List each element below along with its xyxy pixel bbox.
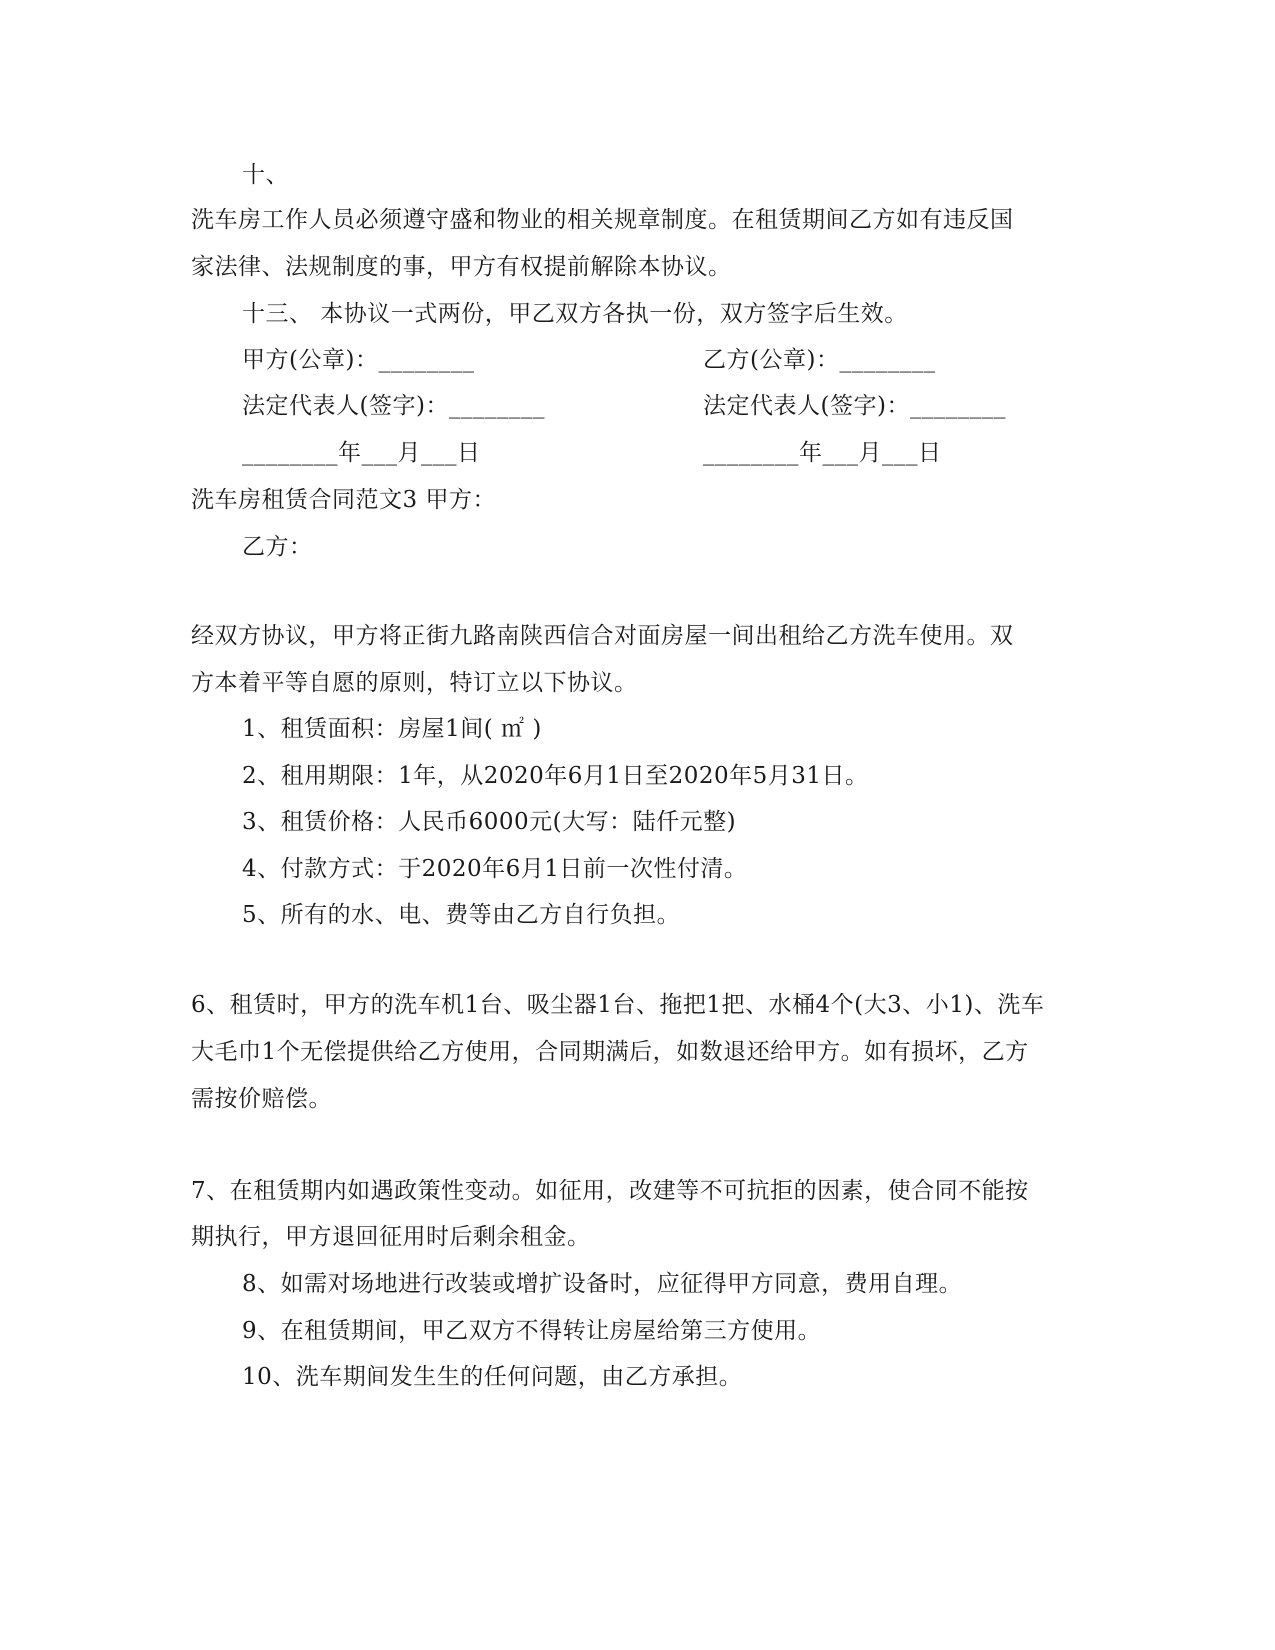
- contract3-intro-line-2: 方本着平等自愿的原则，特订立以下协议。: [191, 670, 638, 696]
- party-a-seal: 甲方(公章)：________: [242, 347, 475, 373]
- contract3-item-6-line-2: 大毛巾1个无偿提供给乙方使用，合同期满后，如数退还给甲方。如有损坏，乙方: [191, 1039, 1029, 1065]
- contract3-item-2: 2、租用期限：1年，从2020年6月1日至2020年5月31日。: [242, 763, 869, 789]
- party-b-representative: 法定代表人(签字)：________: [703, 393, 1006, 419]
- contract3-intro-line-1: 经双方协议，甲方将正街九路南陕西信合对面房屋一间出租给乙方洗车使用。双: [191, 623, 1014, 649]
- party-a-representative: 法定代表人(签字)：________: [242, 393, 545, 419]
- contract3-title: 洗车房租赁合同范文3 甲方：: [191, 487, 496, 513]
- contract3-party-b: 乙方：: [242, 534, 313, 560]
- clause-ten-line-1: 洗车房工作人员必须遵守盛和物业的相关规章制度。在租赁期间乙方如有违反国: [191, 207, 1014, 233]
- party-b-seal: 乙方(公章)：________: [703, 347, 936, 373]
- party-a-date: ________年___月___日: [242, 440, 481, 466]
- clause-ten-line-2: 家法律、法规制度的事，甲方有权提前解除本协议。: [191, 254, 732, 280]
- contract3-item-3: 3、租赁价格：人民币6000元(大写：陆仟元整): [242, 809, 737, 835]
- contract3-item-6-line-1: 6、租赁时，甲方的洗车机1台、吸尘器1台、拖把1把、水桶4个(大3、小1)、洗车: [191, 992, 1045, 1018]
- contract3-item-4: 4、付款方式：于2020年6月1日前一次性付清。: [242, 856, 748, 882]
- clause-ten-heading: 十、: [242, 162, 289, 188]
- contract3-item-10: 10、洗车期间发生生的任何问题，由乙方承担。: [242, 1364, 743, 1390]
- contract3-item-9: 9、在租赁期间，甲乙双方不得转让房屋给第三方使用。: [242, 1318, 822, 1344]
- clause-thirteen: 十三、 本协议一式两份，甲乙双方各执一份，双方签字后生效。: [242, 301, 908, 327]
- party-b-date: ________年___月___日: [703, 440, 942, 466]
- contract3-item-6-line-3: 需按价赔偿。: [191, 1086, 332, 1112]
- contract3-item-7-line-1: 7、在租赁期内如遇政策性变动。如征用，改建等不可抗拒的因素，使合同不能按: [191, 1178, 1029, 1204]
- contract3-item-1: 1、租赁面积：房屋1间( ㎡ ): [242, 716, 542, 742]
- contract3-item-5: 5、所有的水、电、费等由乙方自行负担。: [242, 902, 681, 928]
- contract3-item-7-line-2: 期执行，甲方退回征用时后剩余租金。: [191, 1224, 591, 1250]
- contract3-item-8: 8、如需对场地进行改装或增扩设备时，应征得甲方同意，费用自理。: [242, 1271, 963, 1297]
